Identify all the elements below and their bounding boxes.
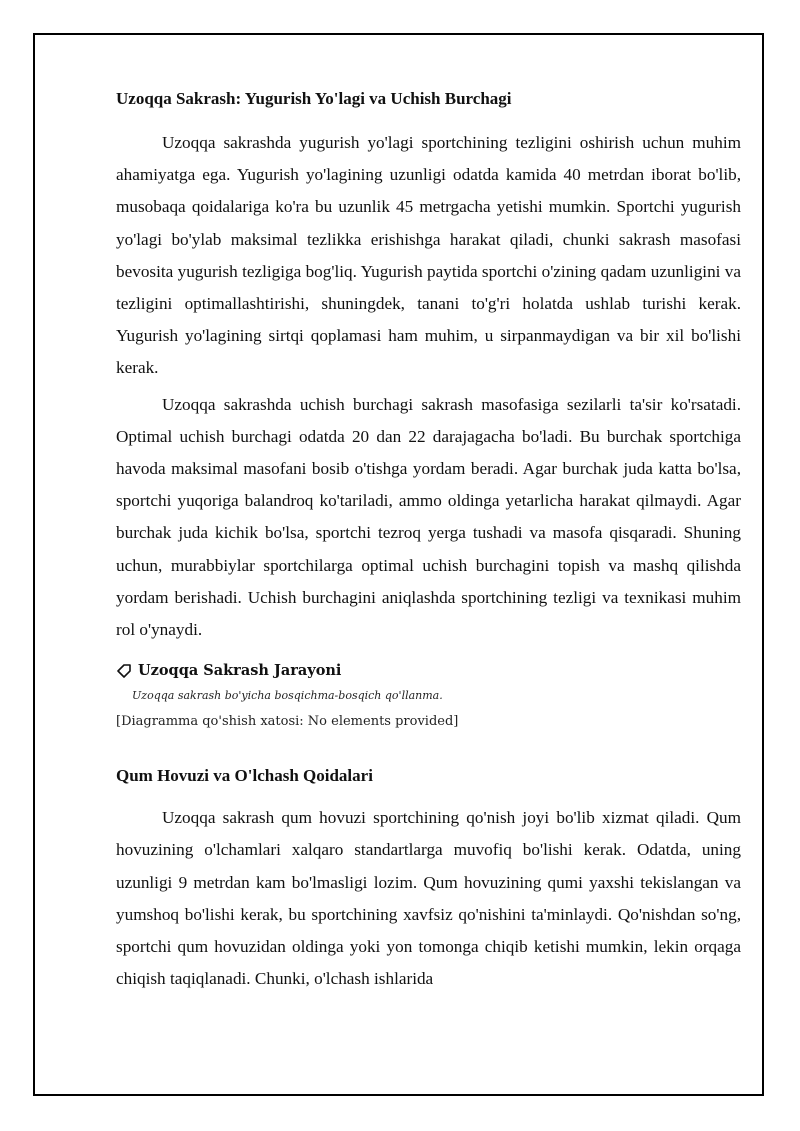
diagram-error-message: [Diagramma qo'shish xatosi: No elements provided] <box>116 714 459 730</box>
paragraph-run-up: Uzoqqa sakrashda yugurish yo'lagi sportchining tezligini oshirish uchun muhim ahamiyatga ega. Yugurish yo'lagining uzunligi odatda kamida 40 metrdan iborat bo'lib, musobaqa qoidalariga ko'ra bu uzunlik 45 metrgacha yetishi mumkin. Sportchi yugurish yo'lagi bo'ylab maksimal tezlikka erishishga harakat qiladi, chunki sakrash masofasi bevosita yugurish tezligiga bog'liq. Yugurish paytida sportchi o'zining qadam uzunligini va tezligini optimallashtirishi, shuningdek, tanani to'g'ri holatda ushlab turishi kerak. Yugurish yo'lagining sirtqi qoplamasi ham muhim, u sirpanmaydigan va bir xil bo'lishi kerak. <box>116 133 741 378</box>
document-body <box>116 85 741 999</box>
paragraph-sand-pit: Uzoqqa sakrash qum hovuzi sportchining qo'nish joyi bo'lib xizmat qiladi. Qum hovuzining o'lchamlari xalqaro standartlarga muvofiq bo'lishi kerak. Odatda, uning uzunligi 9 metrdan kam bo'lmasligi lozim. Qum hovuzining qumi yaxshi tekislangan va yumshoq bo'lishi kerak, bu sportchining xavfsiz qo'nishini ta'minlaydi. Qo'nishdan so'ng, sportchi qum hovuzidan oldinga yoki yon tomonga chiqib ketishi mumkin, lekin orqaga chiqish taqiqlanadi. Chunki, o'lchash ishlarida <box>116 808 741 989</box>
section-heading-run-up: Uzoqqa Sakrash: Yugurish Yo'lagi va Uchish Burchagi <box>116 89 512 108</box>
diagram-title-row <box>116 660 741 682</box>
diagram-subtitle: Uzoqqa sakrash bo'yicha bosqichma-bosqich qo'llanma. <box>132 689 443 703</box>
tag-icon <box>116 663 132 679</box>
section-heading-sand-pit: Qum Hovuzi va O'lchash Qoidalari <box>116 766 373 786</box>
paragraph-takeoff-angle: Uzoqqa sakrashda uchish burchagi sakrash masofasiga sezilarli ta'sir ko'rsatadi. Optimal uchish burchagi odatda 20 dan 22 darajagacha bo'ladi. Bu burchak sportchiga havoda maksimal masofani bosib o'tishga yordam beradi. Agar burchak juda katta bo'lsa, sportchi yuqoriga balandroq ko'tariladi, ammo oldinga yetarlicha harakat qilmaydi. Agar burchak juda kichik bo'lsa, sportchi tezroq yerga tushadi va masofa qisqaradi. Shuning uchun, murabbiylar sportchilarga optimal uchish burchagini topish va mashq qilishda yordam berishadi. Uchish burchagini aniqlashda sportchining tezligi va texnikasi muhim rol o'ynaydi. <box>116 394 741 640</box>
diagram-title: Uzoqqa Sakrash Jarayoni <box>138 662 342 680</box>
